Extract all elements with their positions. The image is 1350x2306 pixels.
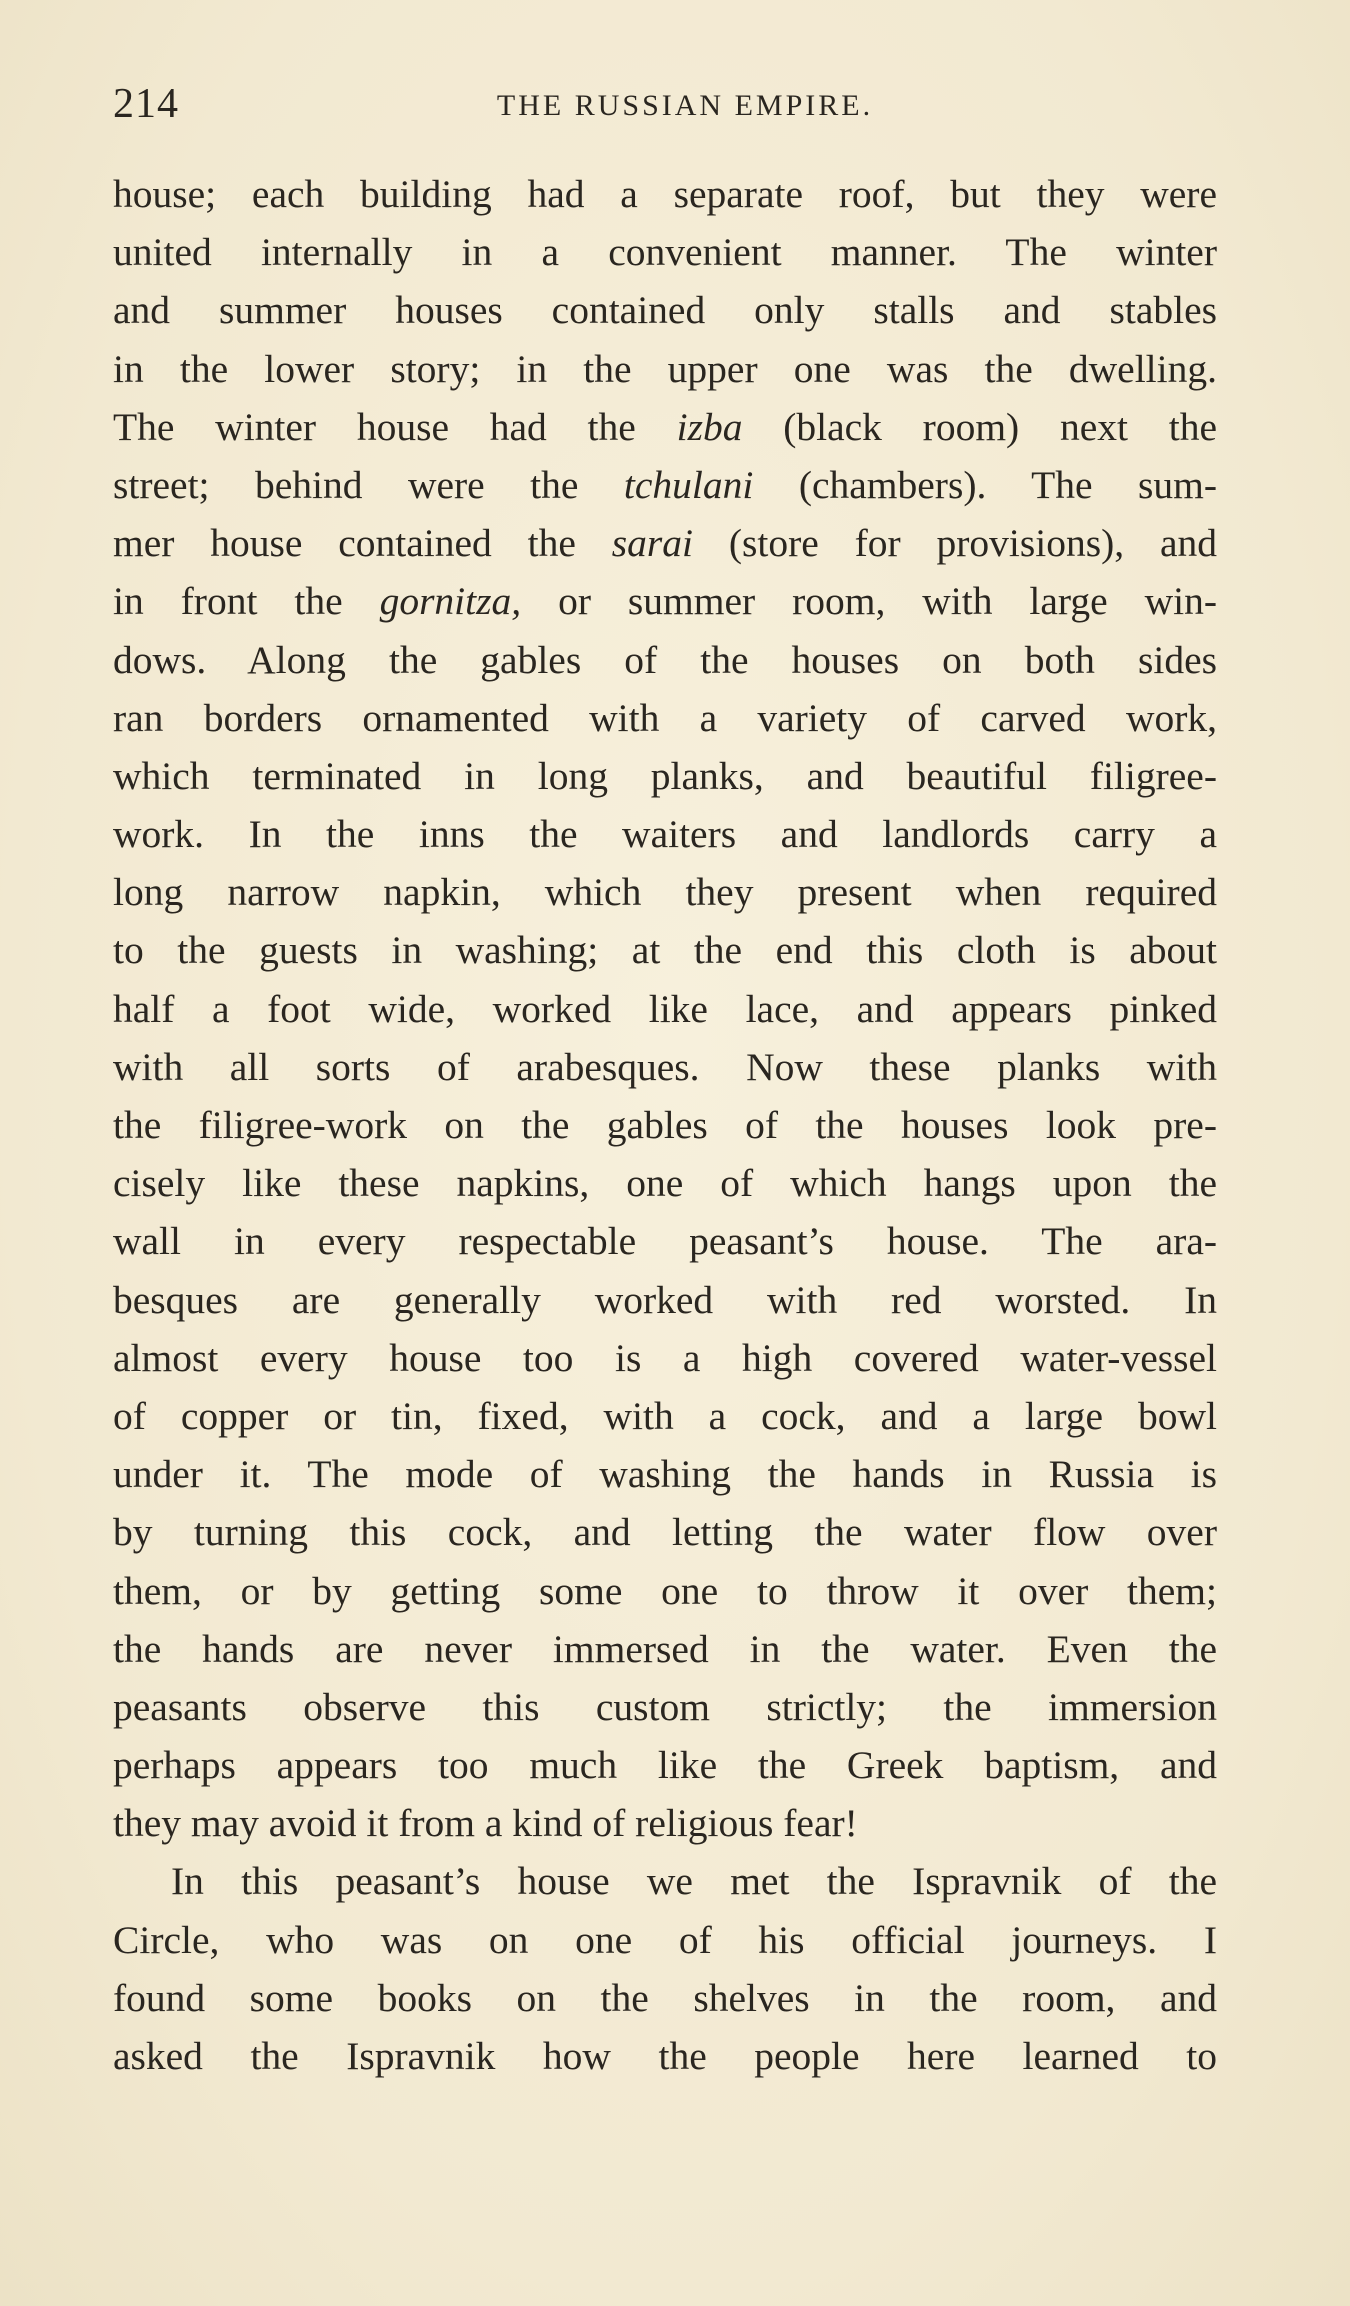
text-segment: of copper or tin, fixed, with a cock, and a large bowl (113, 1393, 1217, 1438)
text-segment: which terminated in long planks, and beautiful filigree- (113, 753, 1217, 798)
text-segment: half a foot wide, worked like lace, and appears pinked (113, 986, 1217, 1031)
text-segment: under it. The mode of washing the hands in Russia is (113, 1452, 1217, 1497)
text-line (113, 921, 1217, 979)
text-segment: street; behind were the (113, 462, 624, 507)
text-line (113, 572, 1217, 630)
text-line (113, 223, 1217, 281)
body-text (113, 165, 1217, 2085)
text-line (113, 1678, 1217, 1736)
text-line (113, 456, 1217, 514)
text-line (113, 514, 1217, 572)
text-segment: the filigree-work on the gables of the houses look pre- (113, 1103, 1217, 1147)
text-line (113, 1271, 1217, 1329)
text-line (113, 165, 1217, 223)
text-segment: they may avoid it from a kind of religious fear! (113, 1801, 858, 1846)
text-line (113, 398, 1217, 456)
text-line (113, 1620, 1217, 1678)
text-segment: asked the Ispravnik how the people here learned to (113, 2034, 1217, 2078)
text-line (113, 1852, 1217, 1910)
page-number: 214 (113, 81, 179, 127)
italic-term: sarai (611, 521, 693, 566)
running-title: THE RUSSIAN EMPIRE. (496, 89, 874, 122)
text-segment: found some books on the shelves in the room, and (113, 1975, 1217, 2020)
text-segment: (store for provisions), and (692, 521, 1217, 566)
running-header (113, 78, 1217, 130)
text-line (113, 805, 1217, 863)
text-segment: Circle, who was on one of his official journeys. I (113, 1917, 1217, 1962)
text-line (113, 1794, 1217, 1852)
text-line (113, 747, 1217, 805)
text-segment: perhaps appears too much like the Greek baptism, and (113, 1743, 1217, 1788)
text-line (113, 980, 1217, 1038)
text-segment: wall in every respectable peasant’s house. The ara- (113, 1219, 1217, 1264)
text-line (113, 340, 1217, 398)
italic-term: gornitza, (379, 579, 522, 624)
text-segment: united internally in a convenient manner. The winter (113, 230, 1217, 275)
text-segment: or summer room, with large win- (521, 579, 1217, 624)
text-segment: mer house contained the (113, 521, 612, 566)
text-segment: dows. Along the gables of the houses on both sides (113, 637, 1217, 682)
italic-term: izba (676, 404, 743, 449)
text-segment: them, or by getting some one to throw it over them; (113, 1568, 1217, 1613)
text-line (113, 1387, 1217, 1445)
text-segment: with all sorts of arabesques. Now these planks with (113, 1044, 1217, 1089)
text-line (113, 1096, 1217, 1154)
text-line (113, 1911, 1217, 1969)
text-segment: besques are generally worked with red worsted. In (113, 1277, 1217, 1322)
text-line (113, 689, 1217, 747)
text-segment: the hands are never immersed in the water. Even the (113, 1626, 1217, 1671)
text-segment: (black room) next the (742, 404, 1217, 449)
text-segment: The winter house had the (113, 404, 677, 449)
text-line (113, 2027, 1217, 2085)
text-segment: by turning this cock, and letting the water flow over (113, 1510, 1217, 1555)
text-line (113, 1445, 1217, 1503)
text-segment: cisely like these napkins, one of which hangs upon the (113, 1161, 1217, 1206)
text-segment: in front the (113, 579, 380, 624)
text-line (113, 281, 1217, 339)
text-segment: ran borders ornamented with a variety of carved work, (113, 695, 1217, 740)
text-segment: long narrow napkin, which they present when required (113, 870, 1217, 915)
text-segment: In this peasant’s house we met the Ispravnik of the (171, 1859, 1217, 1904)
italic-term: tchulani (623, 462, 754, 507)
text-line (113, 631, 1217, 689)
text-segment: peasants observe this custom strictly; the immersion (113, 1684, 1217, 1729)
text-line (113, 1038, 1217, 1096)
text-line (113, 1503, 1217, 1561)
text-line (113, 863, 1217, 921)
text-line (113, 1329, 1217, 1387)
text-segment: (chambers). The sum- (753, 462, 1217, 507)
text-line (113, 1969, 1217, 2027)
text-segment: and summer houses contained only stalls and stables (113, 288, 1217, 333)
text-segment: to the guests in washing; at the end this cloth is about (113, 928, 1217, 973)
text-line (113, 1212, 1217, 1270)
text-segment: work. In the inns the waiters and landlords carry a (113, 812, 1217, 857)
text-segment: almost every house too is a high covered water-vessel (113, 1335, 1217, 1380)
text-segment: house; each building had a separate roof, but they were (113, 172, 1217, 216)
text-line (113, 1736, 1217, 1794)
text-segment: in the lower story; in the upper one was the dwelling. (113, 346, 1217, 391)
text-line (113, 1154, 1217, 1212)
text-line (113, 1562, 1217, 1620)
